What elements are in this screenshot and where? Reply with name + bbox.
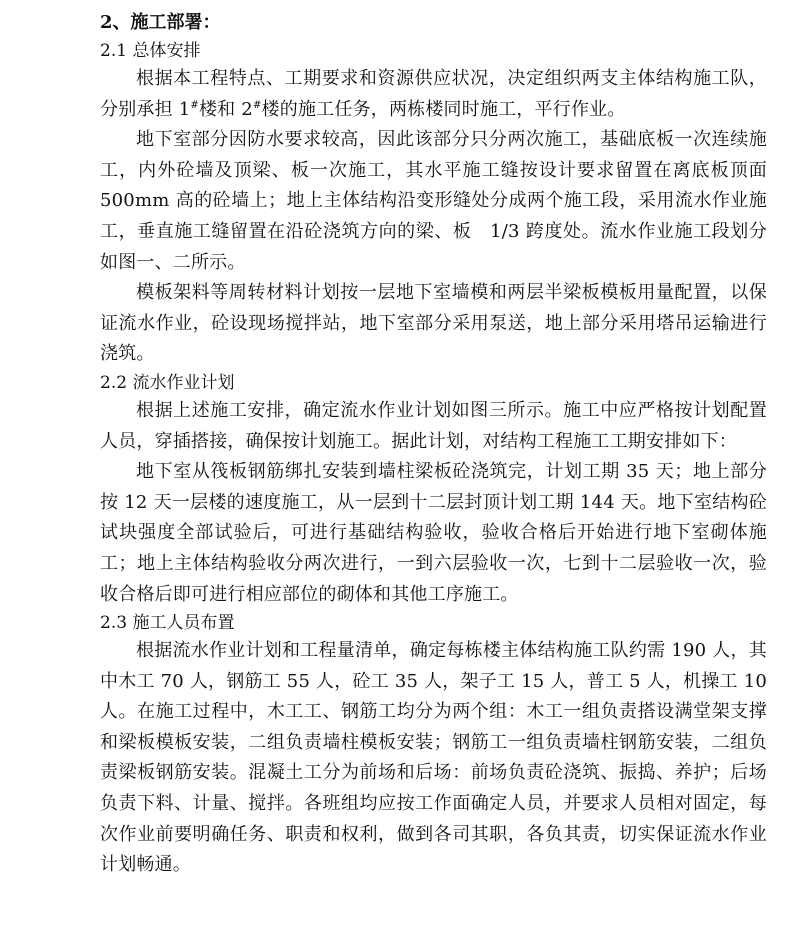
paragraph-2-1-3: 模板架料等周转材料计划按一层地下室墙模和两层半梁板模板用量配置，以保证流水作业，砼设现场搅拌站，地下室部分采用泵送，地上部分采用塔吊运输进行浇筑。 [100, 282, 767, 365]
paragraph-2-3-1: 根据流水作业计划和工程量清单，确定每栋楼主体结构施工队约需 190 人，其中木工 70 人，钢筋工 55 人，砼工 35 人，架子工 15 人，普工 5 人，机操工 10 人。在施工过程中，木工工、钢筋工均分为两个组：木工一组负责搭设满堂架支撑和梁板模板安装，二组负责墙柱模板安装；钢筋工一组负责墙柱钢筋安装，二组负责梁板钢筋安装。混凝土工分为前场和后场：前场负责砼浇筑、振捣、养护；后场负责下料、计量、搅拌。各班组均应按工作面确定人员，并要求人员相对固定，每次作业前要明确任务、职责和权利，做到各司其职，各负其责，切实保证流水作业计划畅通。 [100, 640, 767, 876]
building-mark-1: # [190, 99, 199, 111]
paragraph-2-2-2: 地下室从筏板钢筋绑扎安装到墙柱梁板砼浇筑完，计划工期 35 天；地上部分按 12 天一层楼的速度施工，从一层到十二层封顶计划工期 144 天。地下室结构砼试块强度全部试验后，可进行基础结构验收，验收合格后开始进行地下室砌体施工；地上主体结构验收分两次进行，一到六层验收一次，七到十二层验收一次，验收合格后即可进行相应部位的砌体和其他工序施工。 [100, 461, 767, 605]
heading-2-2: 2.2 流水作业计划 [100, 372, 235, 393]
p-2-1-1-part-b: 楼和 2 [198, 98, 253, 120]
paragraph-2-1-2: 地下室部分因防水要求较高，因此该部分只分两次施工，基础底板一次连续施工，内外砼墙及顶梁、板一次施工，其水平施工缝按设计要求留置在离底板顶面 500mm 高的砼墙上；地上主体结构沿变形缝处分成两个施工段，采用流水作业施工，垂直施工缝留置在沿砼浇筑方向的梁、板 1/3 跨度处。流水作业施工段划分如图一、二所示。 [100, 129, 767, 273]
heading-2-3: 2.3 施工人员布置 [100, 613, 235, 634]
building-mark-2: # [252, 99, 262, 111]
section-title: 2、施工部署： [100, 12, 221, 33]
paragraph-2-2-1: 根据上述施工安排，确定流水作业计划如图三所示。施工中应严格按计划配置人员，穿插搭接，确保按计划施工。据此计划，对结构工程施工工期安排如下： [100, 399, 767, 452]
p-2-1-1-part-a: 根据本工程特点、工期要求和资源供应状况，决定组织两支主体结构施工队，分别承担 1 [100, 68, 767, 120]
heading-2-1: 2.1 总体安排 [100, 41, 201, 61]
p-2-1-1-part-c: 楼的施工任务，两栋楼同时施工，平行作业。 [261, 98, 626, 120]
paragraph-2-1-1 [100, 64, 767, 125]
